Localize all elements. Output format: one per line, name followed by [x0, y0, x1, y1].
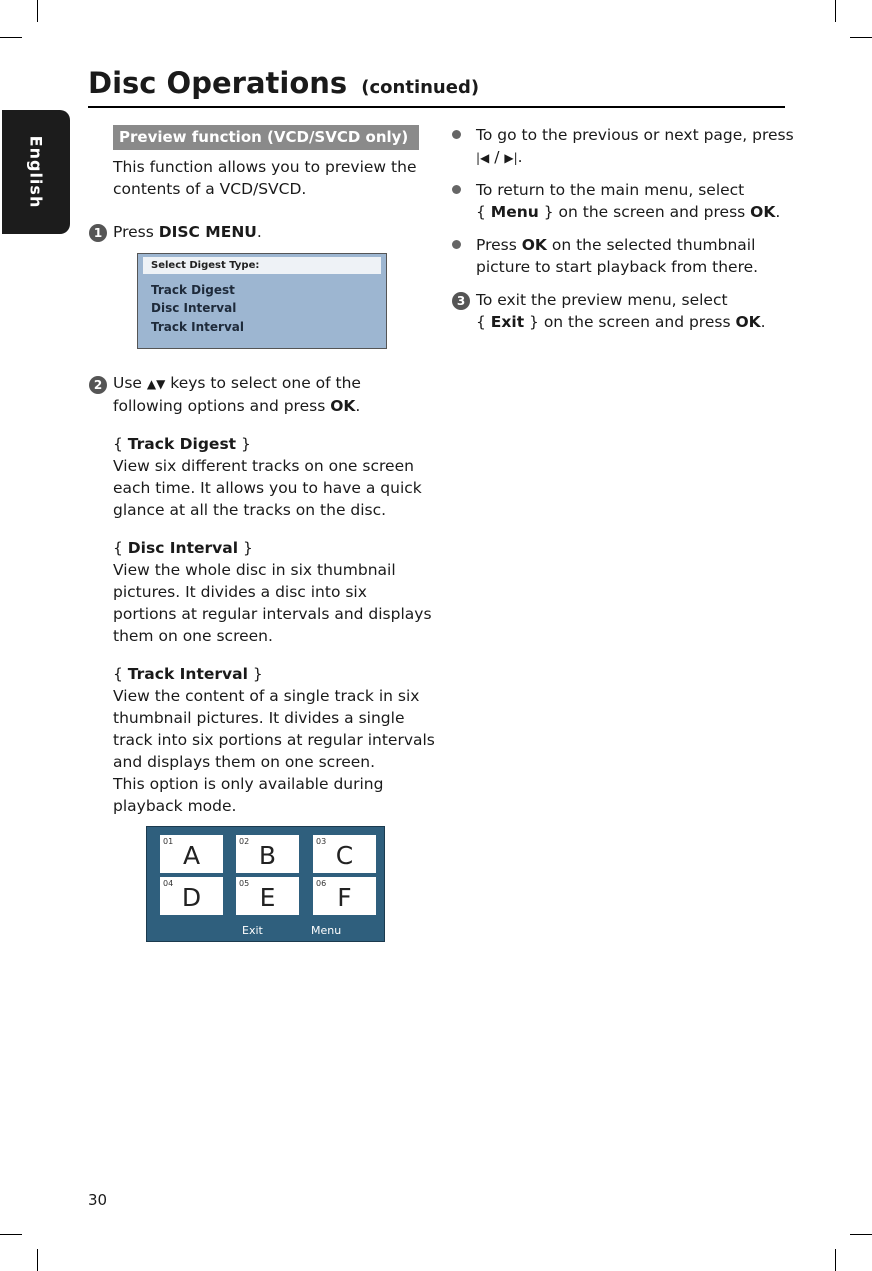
step1-text: Press DISC MENU. [113, 223, 262, 241]
bullet-start-playback: Press OK on the selected thumbnail picture to start playback from there. [476, 236, 759, 276]
menu-button[interactable]: Menu [311, 924, 342, 937]
option-desc-line: This option is only available during [113, 775, 384, 793]
step3-text: To exit the preview menu, select { Exit } on the screen and press OK. [476, 291, 766, 331]
option-desc-line: track into six portions at regular intervals [113, 731, 435, 749]
previous-icon: |◀ [476, 151, 490, 165]
digest-type-menu [137, 253, 387, 349]
page-title [88, 66, 479, 100]
page-title-text: Disc Operations [88, 66, 348, 100]
crop-mark [37, 0, 38, 22]
language-tab [2, 110, 70, 234]
option-title: Track Interval [127, 665, 248, 683]
crop-mark [835, 1249, 836, 1271]
crop-mark [835, 0, 836, 22]
thumbnail[interactable]: 05 E [236, 877, 299, 915]
disc-menu-key: DISC MENU [158, 223, 257, 241]
bullet-icon [452, 185, 461, 194]
crop-mark [850, 37, 872, 38]
language-tab-label: English [26, 135, 46, 209]
option-title: Track Digest [127, 435, 237, 453]
thumbnail[interactable]: 04 D [160, 877, 223, 915]
option-disc-interval: { Disc Interval } View the whole disc in six thumbnail pictures. It divides a disc into six portions at regular intervals and displays them on one screen. [113, 539, 432, 645]
step-number: 2 [89, 376, 107, 394]
thumbnail[interactable]: 03 C [313, 835, 376, 873]
step-number: 3 [452, 292, 470, 310]
section-intro [113, 156, 416, 200]
option-desc-line: View the content of a single track in six [113, 687, 420, 705]
page-subtitle: (continued) [361, 77, 480, 98]
digest-menu-header: Select Digest Type: [143, 257, 381, 274]
title-divider [88, 106, 785, 108]
option-desc-line: glance at all the tracks on the disc. [113, 501, 387, 519]
next-icon: ▶| [504, 151, 518, 165]
bullet-icon [452, 240, 461, 249]
thumbnail[interactable]: 06 F [313, 877, 376, 915]
page-number: 30 [88, 1191, 108, 1209]
step-number: 1 [89, 224, 107, 242]
thumbnail[interactable]: 01 A [160, 835, 223, 873]
crop-mark [0, 1234, 22, 1235]
option-track-digest: { Track Digest } View six different tracks on one screen each time. It allows you to have a quick glance at all the tracks on the disc. [113, 435, 422, 519]
crop-mark [850, 1234, 872, 1235]
option-desc-line: View the whole disc in six thumbnail [113, 561, 396, 579]
option-desc-line: and displays them on one screen. [113, 753, 376, 771]
option-desc-line: thumbnail pictures. It divides a single [113, 709, 405, 727]
bullet-icon [452, 130, 461, 139]
crop-mark [37, 1249, 38, 1271]
digest-option-track-interval[interactable]: Track Interval [151, 320, 244, 334]
bullet-return-menu: To return to the main menu, select { Menu } on the screen and press OK. [476, 181, 781, 221]
intro-line: contents of a VCD/SVCD. [113, 180, 307, 198]
ok-key: OK [330, 397, 356, 415]
exit-button[interactable]: Exit [242, 924, 263, 937]
option-desc-line: them on one screen. [113, 627, 273, 645]
option-desc-line: pictures. It divides a disc into six [113, 583, 367, 601]
bullet-prev-next: To go to the previous or next page, press |◀ / ▶|. [476, 126, 794, 166]
section-heading: Preview function (VCD/SVCD only) [113, 125, 419, 150]
option-desc-line: playback mode. [113, 797, 237, 815]
digest-option-disc-interval[interactable]: Disc Interval [151, 301, 237, 315]
digest-option-track-digest[interactable]: Track Digest [151, 283, 235, 297]
step2-text: Use ▲▼ keys to select one of the following options and press OK. [113, 374, 361, 415]
intro-line: This function allows you to preview the [113, 158, 417, 176]
option-desc-line: each time. It allows you to have a quick [113, 479, 422, 497]
option-desc-line: portions at regular intervals and displays [113, 605, 432, 623]
option-desc-line: View six different tracks on one screen [113, 457, 414, 475]
option-track-interval: { Track Interval } View the content of a single track in six thumbnail pictures. It divides a single track into six portions at regular intervals and displays them on one screen. This option is only available during playback mode. [113, 665, 435, 815]
crop-mark [0, 37, 22, 38]
thumbnail-preview-screen [146, 826, 385, 942]
thumbnail[interactable]: 02 B [236, 835, 299, 873]
option-title: Disc Interval [127, 539, 239, 557]
up-down-arrow-icon: ▲▼ [146, 377, 166, 391]
